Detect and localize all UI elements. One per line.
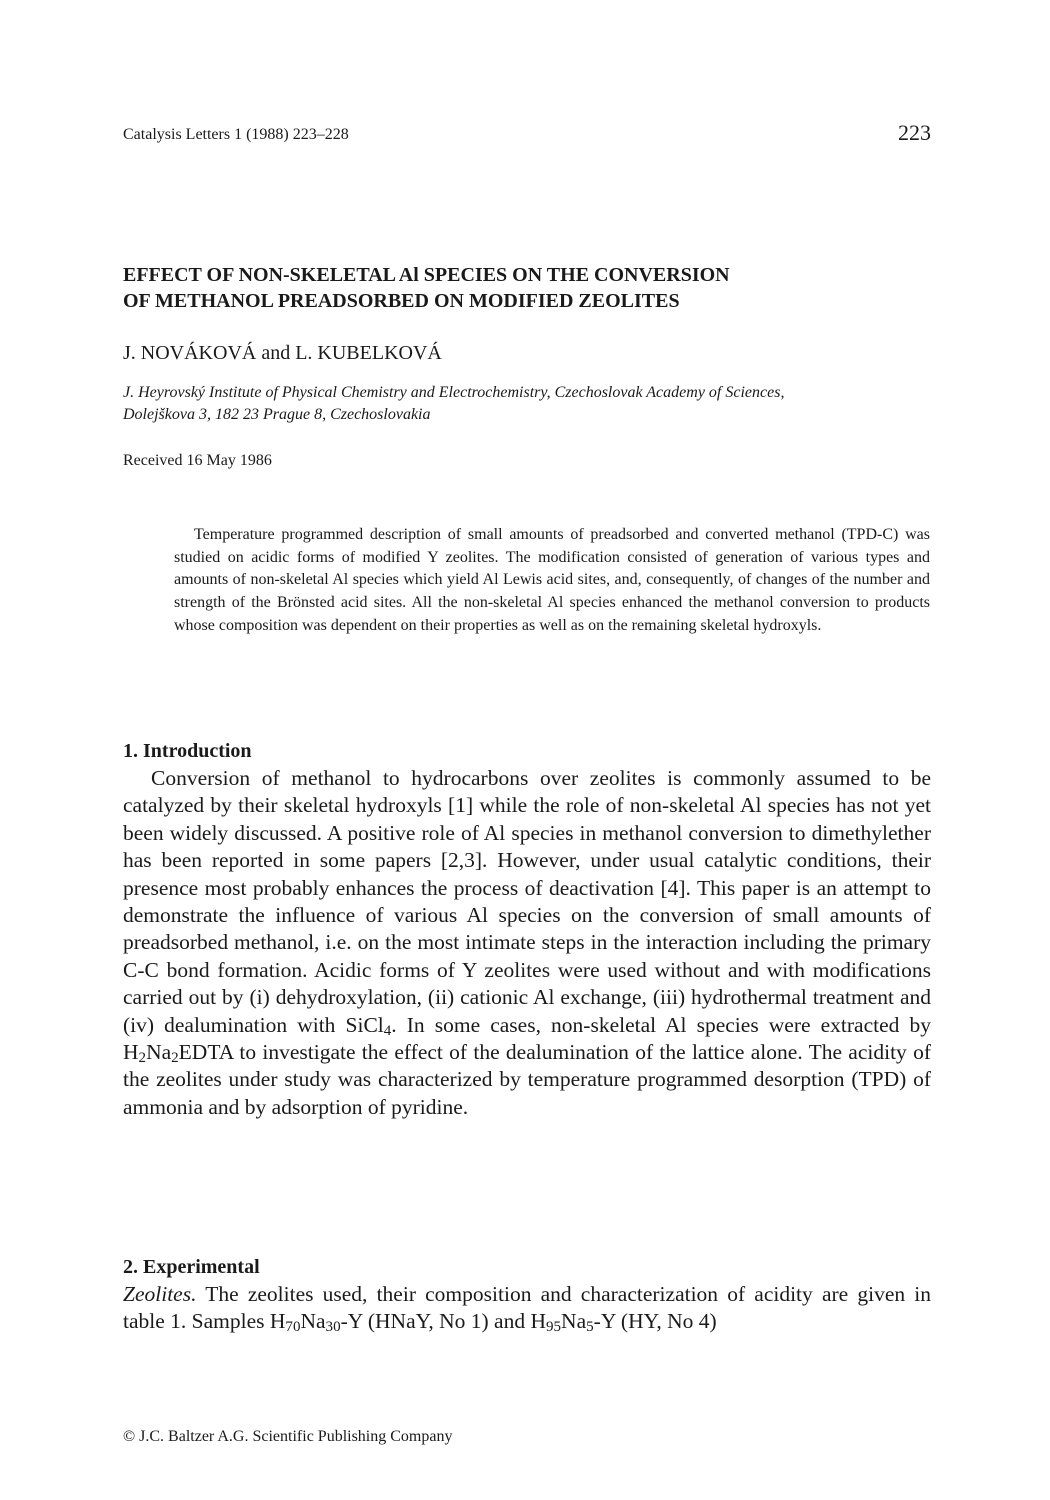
subscript: 2 — [171, 1050, 179, 1067]
intro-text-2: . In some cases, non-skeletal Al species were extracted by H — [123, 1012, 931, 1065]
title-line-2: OF METHANOL PREADSORBED ON MODIFIED ZEOLITES — [123, 290, 680, 312]
subscript: 95 — [546, 1319, 562, 1336]
intro-text-1: Conversion of methanol to hydrocarbons over zeolites is commonly assumed to be catalyzed by their skeletal hydroxyls [1] while the role of non-skeletal Al species has not yet been widely discussed. A positive role of Al species in methanol conversion to dimethylether has been reported in some papers [2,3]. However, under usual catalytic conditions, their presence most probably enhances the process of deactivation [4]. This paper is an attempt to demonstrate the influence of various Al species on the conversion of small amounts of preadsorbed methanol, i.e. on the most intimate steps in the interaction including the primary C-C bond formation. Acidic forms of Y zeolites were used without and with modifications carried out by (i) dehydroxylation, (ii) cationic Al exchange, (iii) hydrothermal treatment and (iv) dealumination with SiCl — [123, 766, 931, 1037]
exp-text-na: Na — [300, 1309, 326, 1334]
exp-text-1: The zeolites used, their composition and characterization of acidity are given in table 1. Samples H — [123, 1282, 931, 1334]
paper-title — [123, 262, 931, 314]
journal-citation: Catalysis Letters 1 (1988) 223–228 — [123, 126, 349, 143]
title-line-1: EFFECT OF NON-SKELETAL Al SPECIES ON THE CONVERSION — [123, 264, 730, 286]
abstract: Temperature programmed description of small amounts of preadsorbed and converted methanol (TPD-C) was studied on acidic forms of modified Y zeolites. The modification consisted of generation of various types and amounts of non-skeletal Al species which yield Al Lewis acid sites, and, consequently, of changes of the number and strength of the Brönsted acid sites. All the non-skeletal Al species enhanced the methanol conversion to products whose composition was dependent on their properties as well as on the remaining skeletal hydroxyls. — [174, 526, 930, 634]
experimental-paragraph — [123, 1281, 931, 1336]
intro-text-3: EDTA to investigate the effect of the dealumination of the lattice alone. The acidity of the zeolites under study was characterized by temperature programmed desorption (TPD) of ammonia and by adsorption of pyridine. — [123, 1040, 931, 1119]
exp-text-na: Na — [561, 1309, 587, 1334]
section-heading-experimental: 2. Experimental — [123, 1256, 260, 1278]
affiliation — [123, 382, 931, 426]
intro-text-na: Na — [146, 1040, 172, 1065]
affiliation-line-1: J. Heyrovský Institute of Physical Chemistry and Electrochemistry, Czechoslovak Academy of Sciences, — [123, 384, 785, 401]
copyright-footer: © J.C. Baltzer A.G. Scientific Publishing Company — [123, 1428, 453, 1445]
subscript: 30 — [325, 1319, 341, 1336]
exp-text-2: -Y (HNaY, No 1) and H — [340, 1309, 546, 1334]
run-in-heading-zeolites: Zeolites. — [123, 1282, 197, 1306]
page-number: 223 — [898, 120, 931, 145]
received-date: Received 16 May 1986 — [123, 452, 272, 469]
exp-text-3: -Y (HY, No 4) — [593, 1309, 717, 1334]
subscript: 70 — [285, 1319, 301, 1336]
subscript: 4 — [383, 1022, 392, 1039]
introduction-paragraph — [123, 765, 931, 1121]
subscript: 2 — [138, 1050, 147, 1067]
subscript: 5 — [586, 1319, 594, 1336]
section-heading-introduction: 1. Introduction — [123, 740, 252, 762]
affiliation-line-2: Dolejškova 3, 182 23 Prague 8, Czechoslovakia — [123, 406, 431, 423]
authors: J. NOVÁKOVÁ and L. KUBELKOVÁ — [123, 342, 442, 364]
